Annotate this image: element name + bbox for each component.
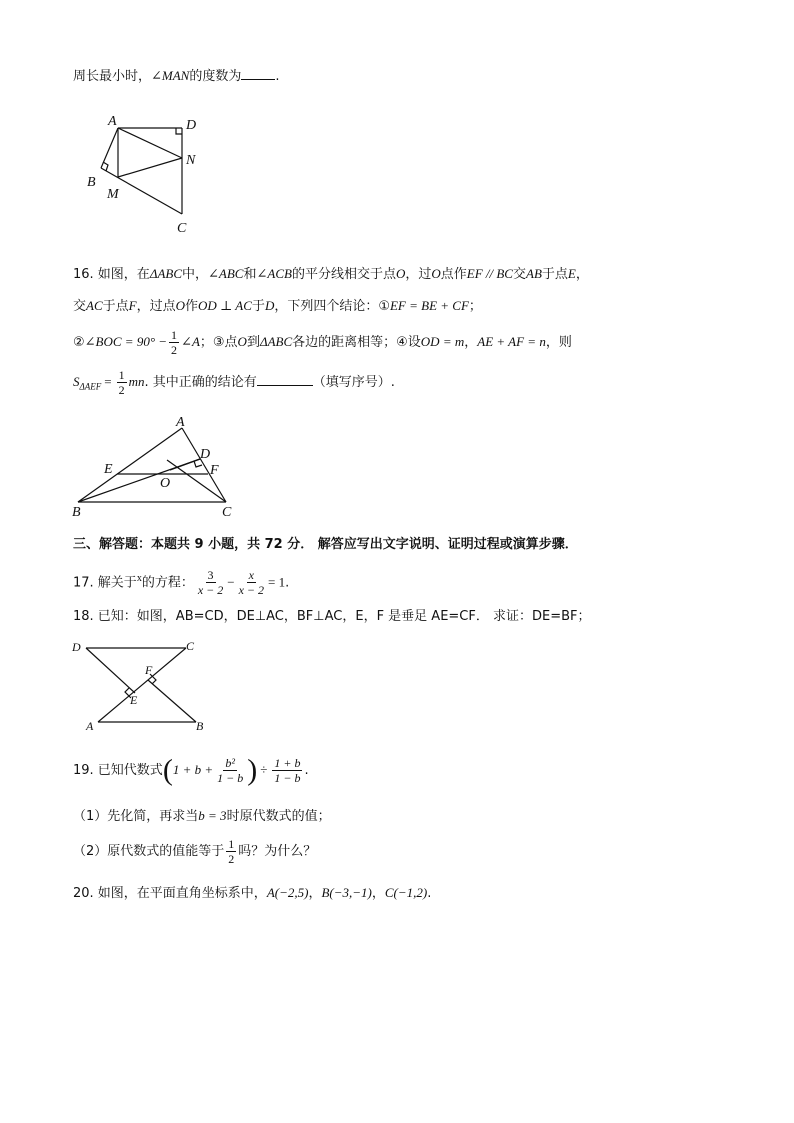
- q19-part2: （2）原代数式的值能等于 $\frac{1}{2}$ 吗？为什么？: [73, 837, 317, 866]
- q16-line1: 16. 如图，在ΔABC中，∠ABC和∠ACB的平分线相交于点O，过O点作EF // BC交AB于点E，: [73, 266, 589, 282]
- point-M-label: M: [107, 187, 119, 202]
- point-C-label: C: [186, 639, 195, 653]
- point-O-label: O: [160, 476, 171, 491]
- q16-line4: $S_{\Delta AEF}$ = $\frac{1}{2}$ mn. 其中正确的结论有 （填写序号）.: [73, 368, 395, 397]
- fraction-half: $\frac{1}{2}$: [118, 368, 125, 397]
- point-A-label: A: [86, 719, 94, 733]
- q20-line: 20. 如图，在平面直角坐标系中，A(−2,5)，B(−3,−1)，C(−1,2).: [73, 885, 432, 901]
- point-D-label: D: [186, 118, 197, 133]
- point-N-label: N: [186, 153, 196, 168]
- point-B-label: B: [72, 505, 81, 520]
- q19-line: 19. 已知代数式(1 + b + $\frac{\text{b²}}{1 - b}$ ) ÷ $\frac{1 + b}{1 - b}$ .: [73, 753, 309, 787]
- point-B-label: B: [196, 719, 204, 733]
- fraction-2: $\frac{x}{x - 2}$: [238, 568, 265, 598]
- point-D-label: D: [72, 640, 81, 654]
- point-E-label: E: [104, 462, 113, 477]
- figure-15: [80, 110, 220, 240]
- q16-line2: 交AC于点F，过点O作OD ⊥ AC于D，下列四个结论：①EF = BE + CF；: [73, 298, 482, 314]
- figure-18: [70, 636, 210, 736]
- answer-blank: [257, 373, 313, 386]
- fraction-half: $\frac{1}{2}$: [228, 837, 235, 866]
- point-F-label: F: [210, 463, 219, 478]
- point-A-label: A: [176, 415, 185, 430]
- q15-line: 周长最小时，∠MAN的度数为 .: [73, 68, 280, 84]
- fraction-half: $\frac{1}{2}$: [171, 328, 178, 357]
- section-heading: 三、解答题：本题共 9 小题，共 72 分． 解答应写出文字说明、证明过程或演算步骤．: [73, 537, 578, 552]
- point-C-label: C: [222, 505, 232, 520]
- point-D-label: D: [200, 447, 211, 462]
- point-B-label: B: [87, 175, 96, 190]
- point-E-label: E: [130, 693, 138, 707]
- point-A-label: A: [108, 114, 117, 129]
- fraction-b2: $\frac{\text{b²}}{1 - b}$: [217, 756, 244, 785]
- answer-blank: [241, 67, 275, 80]
- fraction-b3: $\frac{1 + b}{1 - b}$: [274, 756, 301, 785]
- point-C-label: C: [177, 221, 187, 236]
- q16-line3: ②∠BOC = 90° − $\frac{1}{2}$ ∠A；③点O到ΔABC各边的距离相等；④设OD = m，AE + AF = n，则: [73, 328, 572, 357]
- q18-line: 18. 已知：如图，AB=CD，DE⊥AC，BF⊥AC，E，F 是垂足 AE=CF． 求证：DE=BF；: [73, 609, 591, 624]
- point-F-label: F: [145, 663, 153, 677]
- q19-part1: （1）先化简，再求当b = 3时原代数式的值；: [73, 808, 331, 824]
- q17-line: 17. 解关于$^x$的方程： $\frac{3}{x - 2}$ − $\frac{x}{x - 2}$ = 1.: [73, 568, 290, 598]
- figure-16: [70, 412, 250, 522]
- fraction-1: $\frac{3}{x - 2}$: [197, 568, 224, 598]
